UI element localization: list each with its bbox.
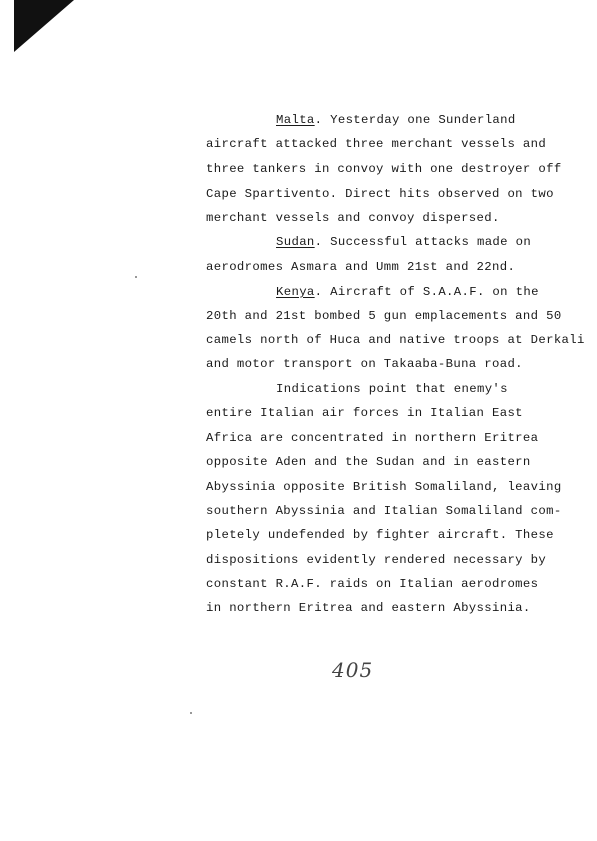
malta-line: merchant vessels and convoy dispersed. [206, 211, 500, 225]
indications-line: entire Italian air forces in Italian East [206, 406, 523, 420]
malta-heading: Malta [276, 113, 315, 127]
kenya-line: and motor transport on Takaaba-Buna road. [206, 357, 523, 371]
kenya-line: 20th and 21st bombed 5 gun emplacements and 50 [206, 309, 562, 323]
malta-first-line [276, 113, 516, 127]
indications-line: dispositions evidently rendered necessary by [206, 553, 547, 567]
indications-line: opposite Aden and the Sudan and in eastern [206, 455, 531, 469]
kenya-first-line-text: . Aircraft of S.A.A.F. on the [314, 285, 539, 299]
indications-line: in northern Eritrea and eastern Abyssinia. [206, 601, 531, 615]
kenya-line: camels north of Huca and native troops at Derkali [206, 333, 585, 347]
indications-line: southern Abyssinia and Italian Somaliland com- [206, 504, 562, 518]
sudan-first-line-text: . Successful attacks made on [314, 235, 532, 249]
malta-line: three tankers in convoy with one destroyer off [206, 162, 562, 176]
malta-line: Cape Spartivento. Direct hits observed on two [206, 187, 554, 201]
sudan-heading: Sudan [276, 235, 315, 249]
indications-line: Abyssinia opposite British Somaliland, leaving [206, 480, 562, 494]
indications-first-line: Indications point that enemy's [276, 382, 508, 396]
indications-line: constant R.A.F. raids on Italian aerodromes [206, 577, 539, 591]
kenya-first-line [276, 285, 539, 299]
sudan-first-line [276, 235, 531, 249]
kenya-heading: Kenya [276, 285, 315, 299]
malta-line: aircraft attacked three merchant vessels and [206, 137, 547, 151]
malta-first-line-text: . Yesterday one Sunderland [314, 113, 516, 127]
indications-line: pletely undefended by fighter aircraft. These [206, 528, 554, 542]
indications-line: Africa are concentrated in northern Eritrea [206, 431, 539, 445]
handwritten-page-number: 405 [332, 658, 374, 682]
sudan-line: aerodromes Asmara and Umm 21st and 22nd. [206, 260, 516, 274]
